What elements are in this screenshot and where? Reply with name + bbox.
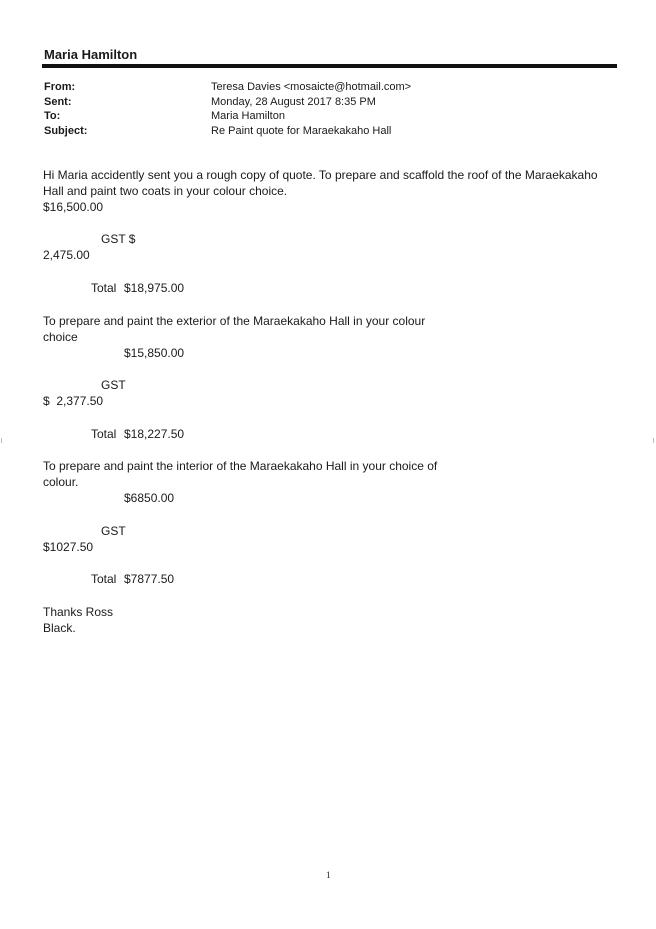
quote2-desc-line-2: choice: [43, 330, 78, 344]
subject-label: Subject:: [44, 125, 88, 137]
quote2-total-value: $18,227.50: [124, 427, 185, 441]
quote2-desc-line-1: To prepare and paint the exterior of the Maraekakaho Hall in your colour: [43, 314, 426, 328]
quote3-gst-value: $1027.50: [43, 540, 94, 554]
from-label: From:: [44, 81, 76, 93]
quote3-gst-label: GST: [101, 524, 126, 538]
sent-label: Sent:: [44, 96, 72, 108]
sent-value: Monday, 28 August 2017 8:35 PM: [211, 96, 376, 108]
subject-value: Re Paint quote for Maraekakaho Hall: [211, 125, 392, 137]
from-value: Teresa Davies <mosaicte@hotmail.com>: [211, 81, 412, 93]
quote1-gst-value: 2,475.00: [43, 248, 90, 262]
quote1-total-label: Total: [91, 281, 117, 295]
quote3-amount: $6850.00: [124, 491, 175, 505]
recipient-name-heading: Maria Hamilton: [44, 47, 138, 62]
scan-edge-mark: [1, 438, 2, 443]
quote3-desc-line-2: colour.: [43, 475, 79, 489]
scan-edge-mark: [653, 438, 654, 443]
intro-line-1: Hi Maria accidently sent you a rough copy of quote. To prepare and scaffold the roof of the Maraekakaho: [43, 168, 598, 182]
to-label: To:: [44, 110, 61, 122]
quote1-gst-label: GST $: [101, 232, 136, 246]
quote2-gst-value: $ 2,377.50: [43, 394, 104, 408]
quote2-amount: $15,850.00: [124, 346, 185, 360]
quote2-gst-label: GST: [101, 378, 126, 392]
intro-line-2: Hall and paint two coats in your colour choice.: [43, 184, 288, 198]
quote3-desc-line-1: To prepare and paint the interior of the Maraekakaho Hall in your choice of: [43, 459, 438, 473]
signoff-line-2: Black.: [43, 621, 76, 635]
quote3-total-value: $7877.50: [124, 572, 175, 586]
signoff-line-1: Thanks Ross: [43, 605, 114, 619]
to-value: Maria Hamilton: [211, 110, 285, 122]
header-divider: [42, 64, 617, 68]
page-number: 1: [326, 870, 331, 880]
quote1-amount: $16,500.00: [43, 200, 104, 214]
quote1-total-value: $18,975.00: [124, 281, 185, 295]
quote2-total-label: Total: [91, 427, 117, 441]
quote3-total-label: Total: [91, 572, 117, 586]
